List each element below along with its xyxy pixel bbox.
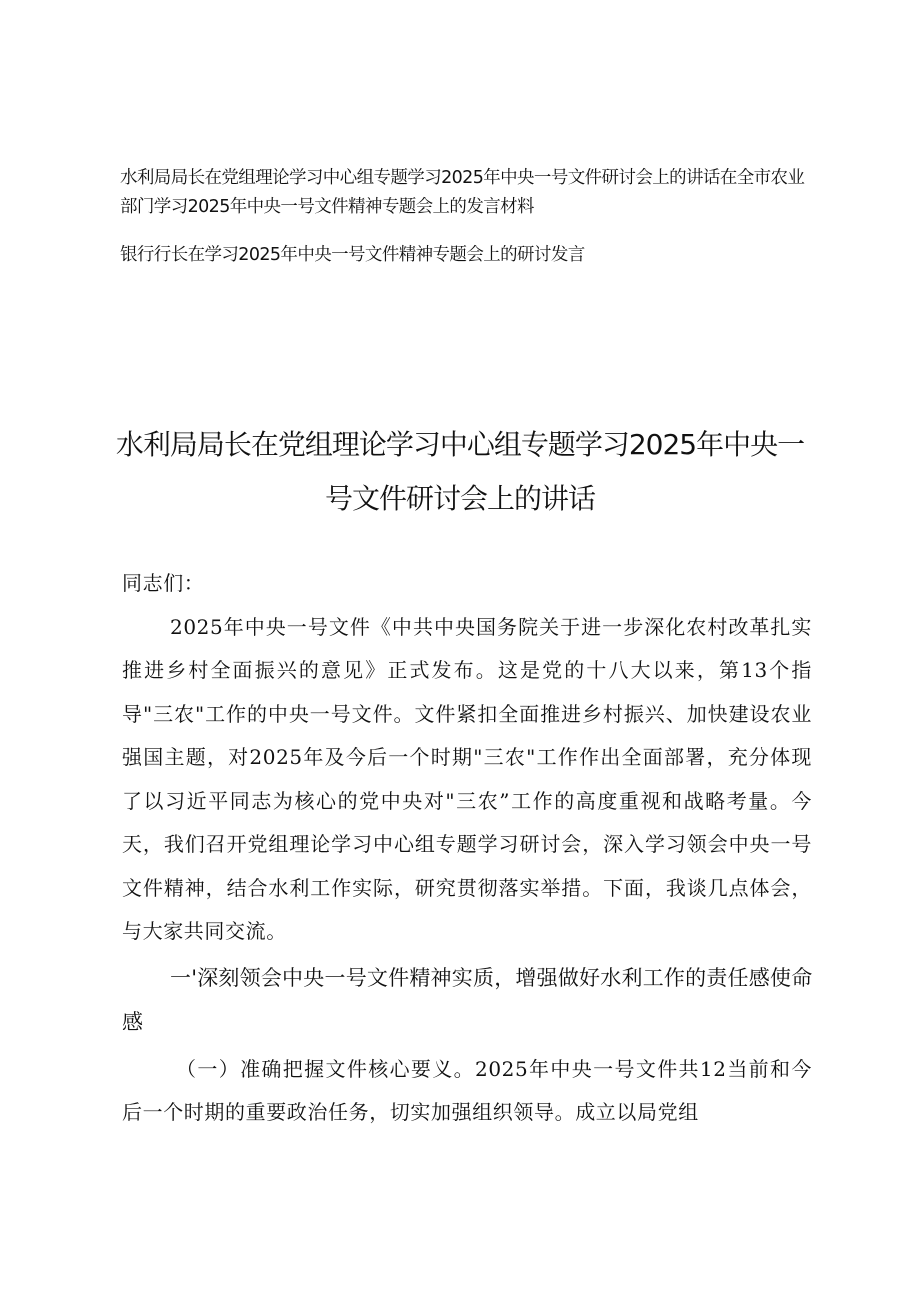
salutation: 同志们： [122,571,205,595]
toc-item: 水利局局长在党组理论学习中心组专题学习2025年中央一号文件研讨会上的讲话在全市农业部门学习2025年中央一号文件精神专题会上的发言材料 [120,168,805,217]
document-body [122,562,812,1135]
document-title: 水利局局长在党组理论学习中心组专题学习2025年中央一号文件研讨会上的讲话 [115,428,805,515]
paragraph: 2025年中央一号文件《中共中央国务院关于进一步深化农村改革扎实推进乡村全面振兴的意见》正式发布。这是党的十八大以来，第13个指导"三农"工作的中央一号文件。文件紧扣全面推进乡村振兴、加快建设农业强国主题，对2025年及今后一个时期"三农"工作作出全面部署，充分体现了以习近平同志为核心的党中央对"三农”工作的高度重视和战略考量。今天，我们召开党组理论学习中心组专题学习研讨会，深入学习领会中央一号文件精神，结合水利工作实际，研究贯彻落实举措。下面，我谈几点体会，与大家共同交流。 [122,614,812,943]
table-of-contents [120,164,820,289]
toc-item: 银行行长在学习2025年中央一号文件精神专题会上的研讨发言 [120,245,585,265]
section-heading: 一'深刻领会中央一号文件精神实质，增强做好水利工作的责任感使命感 [122,965,812,1034]
paragraph: （一）准确把握文件核心要义。2025年中央一号文件共12当前和今后一个时期的重要政治任务，切实加强组织领导。成立以局党组 [122,1056,812,1124]
